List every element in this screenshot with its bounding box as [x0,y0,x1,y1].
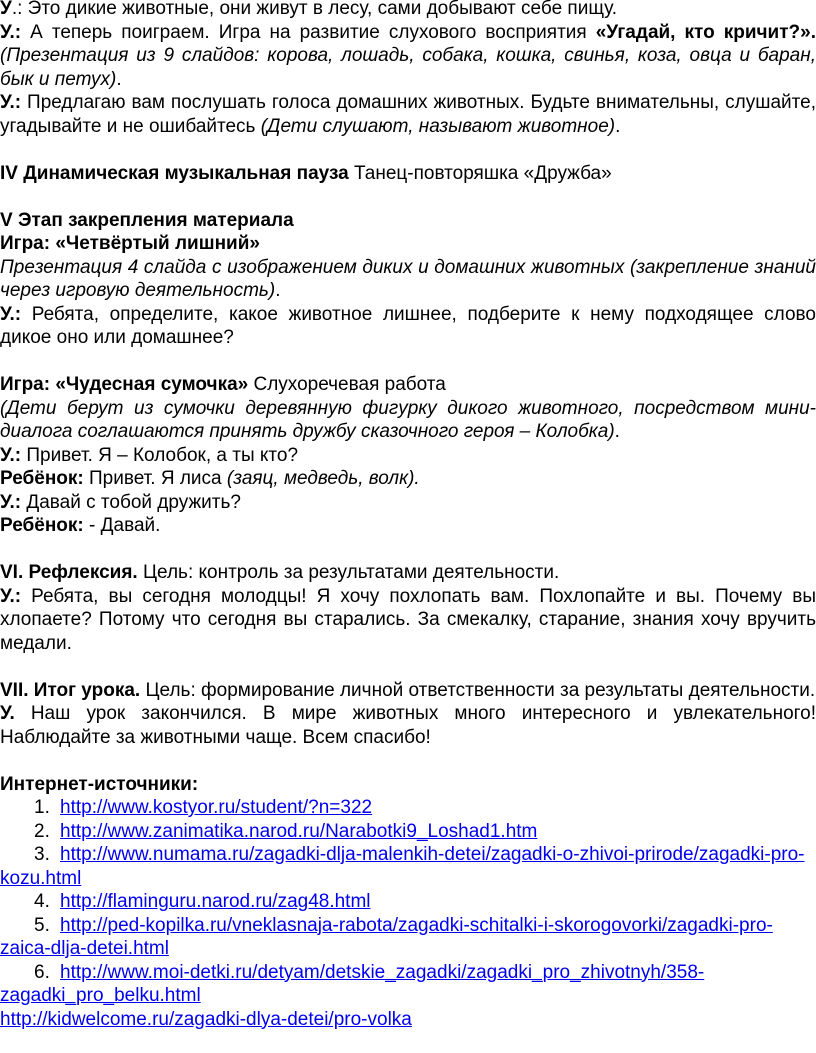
paragraph-domestic-voices [0,91,816,138]
dialog-text: Привет. Я лиса [83,468,227,489]
sources-heading: Интернет-источники: [0,773,199,795]
dialog-line [0,491,816,515]
source-number: 2. [34,820,50,842]
speaker-label: У [0,0,12,19]
speaker-label: Ребёнок: [0,515,84,536]
source-item [0,890,816,914]
speaker-label: У.: [0,303,22,325]
section-heading: VII. Итог урока. [0,679,141,701]
source-item [0,843,816,890]
source-number: 1. [34,797,50,818]
activity-note: (Дети слушают, называют животное) [260,115,616,137]
dialog-line [0,514,816,538]
dialog-line [0,467,816,491]
source-number: 4. [34,891,50,912]
dialog-text: Давай с тобой дружить? [21,491,241,513]
paragraph-text: Наш урок закончился. В мире животных много интересного и увлекательного! Наблюдайте за животными чаще. Всем спасибо! [0,703,816,748]
section-heading: V Этап закрепления материала [0,209,294,231]
presentation-note [0,256,816,303]
game-heading [0,373,816,397]
source-item [0,961,816,1008]
source-link[interactable]: http://kidwelcome.ru/zagadki-dlya-detei/pro-volka [0,1008,412,1030]
speaker-label: У.: [0,21,22,43]
section-text: Цель: контроль за результатами деятельности. [137,562,560,583]
speaker-label: У.: [0,92,22,113]
source-item [0,796,816,820]
speaker-label: У.: [0,585,22,607]
section-text: Танец-повторяшка «Дружба» [348,162,612,184]
section-reflection [0,561,816,585]
paragraph-fourth-extra [0,303,816,350]
section-text: Цель: формирование личной ответственности за результаты деятельности. [140,679,816,701]
source-item-extra [0,1008,816,1032]
game-title: Игра: «Чудесная сумочка» [0,374,249,395]
paragraph-hearing-game [0,21,816,92]
dialog-line [0,444,816,468]
source-link[interactable]: http://www.numama.ru/zagadki-dlja-malenkih-detei/zagadki-o-zhivoi-prirode/zagadki-pro-kozu.html [0,844,805,889]
paragraph-text: А теперь поиграем. Игра на развитие слухового восприятия [21,21,596,43]
source-item [0,820,816,844]
note-end: . [614,421,620,442]
spacer [0,655,816,679]
spacer [0,185,816,209]
section-heading: IV Динамическая музыкальная пауза [0,162,349,184]
note-text: (Дети берут из сумочки деревянную фигурку дикого животного, посредством мини-диалога соглашаются принять дружбу сказочного героя – Колобка) [0,397,816,442]
source-number: 5. [34,914,50,936]
spacer [0,138,816,162]
game-text: Слухоречевая работа [248,374,446,395]
section-summary [0,679,816,703]
section-heading: VI. Рефлексия. [0,562,138,583]
game-title: Игра: «Четвёртый лишний» [0,233,260,254]
paragraph-end: . [116,68,122,90]
source-number: 3. [34,844,50,865]
paragraph-wild-animals [0,0,816,21]
dialog-text: Привет. Я – Колобок, а ты кто? [21,444,299,466]
note-end: . [275,280,281,301]
source-item [0,914,816,961]
activity-note [0,397,816,444]
source-link[interactable]: http://www.moi-detki.ru/detyam/detskie_zagadki/zagadki_pro_zhivotnyh/358-zagadki_pro_belku.html [0,961,705,1006]
spacer [0,350,816,374]
source-number: 6. [34,961,50,983]
source-link[interactable]: http://flaminguru.narod.ru/zag48.html [60,891,371,912]
speaker-label: У. [0,703,15,724]
section-music-pause [0,162,816,186]
paragraph-text: .: Это дикие животные, они живут в лесу, сами добывают себе пищу. [11,0,618,19]
paragraph-text: Предлагаю вам послушать голоса домашних животных. Будьте внимательны, слушайте, угадывайте и не ошибайтесь [0,92,816,137]
source-link[interactable]: http://www.zanimatika.narod.ru/Narabotki9_Loshad1.htm [60,820,538,842]
paragraph-summary [0,702,816,749]
paragraph-end: . [615,115,621,137]
spacer [0,749,816,773]
dialog-note: (заяц, медведь, волк). [226,468,420,489]
paragraph-text: Ребята, определите, какое животное лишнее, подберите к нему подходящее слово дикое оно или домашнее? [0,303,816,348]
paragraph-reflection [0,585,816,656]
source-link[interactable]: http://www.kostyor.ru/student/?n=322 [60,797,373,818]
source-link[interactable]: http://ped-kopilka.ru/vneklasnaja-rabota/zagadki-schitalki-i-skorogovorki/zagadki-pro-zaica-dlja-detei.html [0,914,773,959]
speaker-label: Ребёнок: [0,468,84,489]
speaker-label: У.: [0,491,22,513]
speaker-label: У.: [0,444,22,466]
presentation-note: (Презентация из 9 слайдов: корова, лошадь, собака, кошка, свинья, коза, овца и баран, бык и петух) [0,45,816,90]
game-title: «Угадай, кто кричит?». [595,21,816,43]
spacer [0,538,816,562]
paragraph-text: Ребята, вы сегодня молодцы! Я хочу похлопать вам. Похлопайте и вы. Почему вы хлопаете? Потому что сегодня вы старались. За смекалку, старание, знания хочу вручить медали. [0,585,816,654]
note-text: Презентация 4 слайда с изображением диких и домашних животных (закрепление знаний через игровую деятельность) [0,256,816,301]
dialog-text: - Давай. [83,515,161,536]
